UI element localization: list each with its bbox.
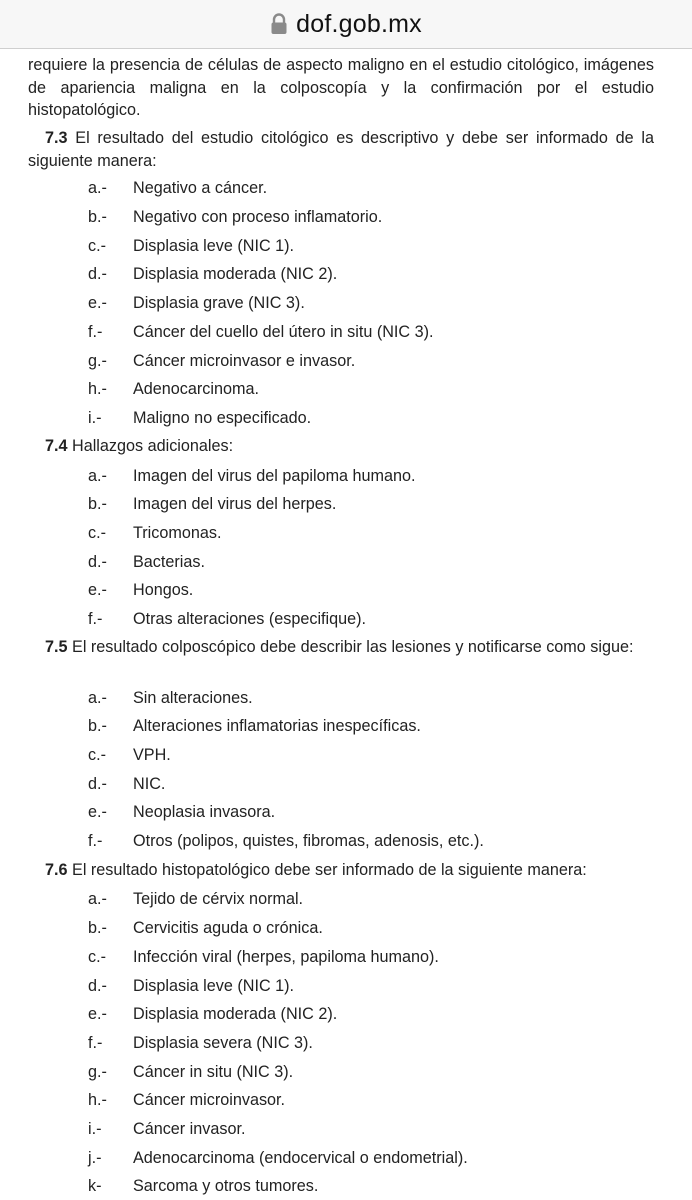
section-number: 7.3	[45, 129, 68, 147]
list-item: b.- Cervicitis aguda o crónica.	[88, 919, 323, 937]
list-item: f.- Displasia severa (NIC 3).	[88, 1034, 313, 1052]
list-item: g.- Cáncer in situ (NIC 3).	[88, 1063, 294, 1081]
section-7-6-heading	[45, 858, 587, 882]
url-text[interactable]: dof.gob.mx	[296, 9, 422, 38]
list-item: h.- Adenocarcinoma.	[88, 380, 259, 398]
url-container[interactable]	[270, 10, 422, 39]
list-item: e.- Displasia moderada (NIC 2).	[88, 1005, 338, 1023]
list-item: c.- Displasia leve (NIC 1).	[88, 237, 295, 255]
list-item: f.- Otros (polipos, quistes, fibromas, adenosis, etc.).	[88, 832, 484, 850]
list-item: b.- Imagen del virus del herpes.	[88, 495, 337, 513]
list-item: a.- Imagen del virus del papiloma humano.	[88, 467, 416, 485]
list-item: c.- Infección viral (herpes, papiloma humano).	[88, 948, 439, 966]
section-7-4-heading	[45, 434, 233, 458]
section-7-3-paragraph	[28, 127, 654, 172]
section-text: El resultado histopatológico debe ser informado de la siguiente manera:	[72, 861, 587, 879]
list-item: f.- Otras alteraciones (especifique).	[88, 610, 367, 628]
section-number: 7.4	[45, 437, 68, 455]
browser-address-bar[interactable]	[0, 0, 692, 49]
intro-paragraph: requiere la presencia de células de aspecto maligno en el estudio citológico, imágenes de apariencia maligna en la colposcopía y la confirmación por el estudio histopatológico.	[28, 56, 654, 119]
list-item: d.- NIC.	[88, 775, 166, 793]
list-item: h.- Cáncer microinvasor.	[88, 1091, 286, 1109]
list-item: i.- Maligno no especificado.	[88, 409, 312, 427]
list-item: d.- Bacterias.	[88, 553, 205, 571]
section-7-5-paragraph	[28, 636, 654, 659]
list-item: e.- Hongos.	[88, 581, 194, 599]
list-item: c.- Tricomonas.	[88, 524, 222, 542]
list-item: a.- Sin alteraciones.	[88, 689, 253, 707]
list-item: i.- Cáncer invasor.	[88, 1120, 246, 1138]
section-text: El resultado colposcópico debe describir las lesiones y notificarse como sigue:	[72, 638, 634, 656]
section-text: Hallazgos adicionales:	[72, 437, 234, 455]
section-number: 7.6	[45, 861, 68, 879]
list-item: d.- Displasia leve (NIC 1).	[88, 977, 295, 995]
list-item: a.- Negativo a cáncer.	[88, 179, 268, 197]
list-item: j.- Adenocarcinoma (endocervical o endometrial).	[88, 1149, 468, 1167]
list-item: b.- Negativo con proceso inflamatorio.	[88, 208, 383, 226]
list-item: b.- Alteraciones inflamatorias inespecíficas.	[88, 717, 421, 735]
list-item: g.- Cáncer microinvasor e invasor.	[88, 352, 356, 370]
list-item: c.- VPH.	[88, 746, 171, 764]
section-text: El resultado del estudio citológico es descriptivo y debe ser informado de la siguiente manera:	[28, 129, 655, 170]
list-item: e.- Neoplasia invasora.	[88, 803, 276, 821]
list-item: f.- Cáncer del cuello del útero in situ (NIC 3).	[88, 323, 434, 341]
section-number: 7.5	[45, 638, 68, 656]
list-item: a.- Tejido de cérvix normal.	[88, 890, 304, 908]
list-item: d.- Displasia moderada (NIC 2).	[88, 265, 338, 283]
list-item: k- Sarcoma y otros tumores.	[88, 1177, 319, 1195]
lock-icon	[270, 13, 288, 35]
document-body	[0, 48, 692, 1200]
list-item: e.- Displasia grave (NIC 3).	[88, 294, 305, 312]
